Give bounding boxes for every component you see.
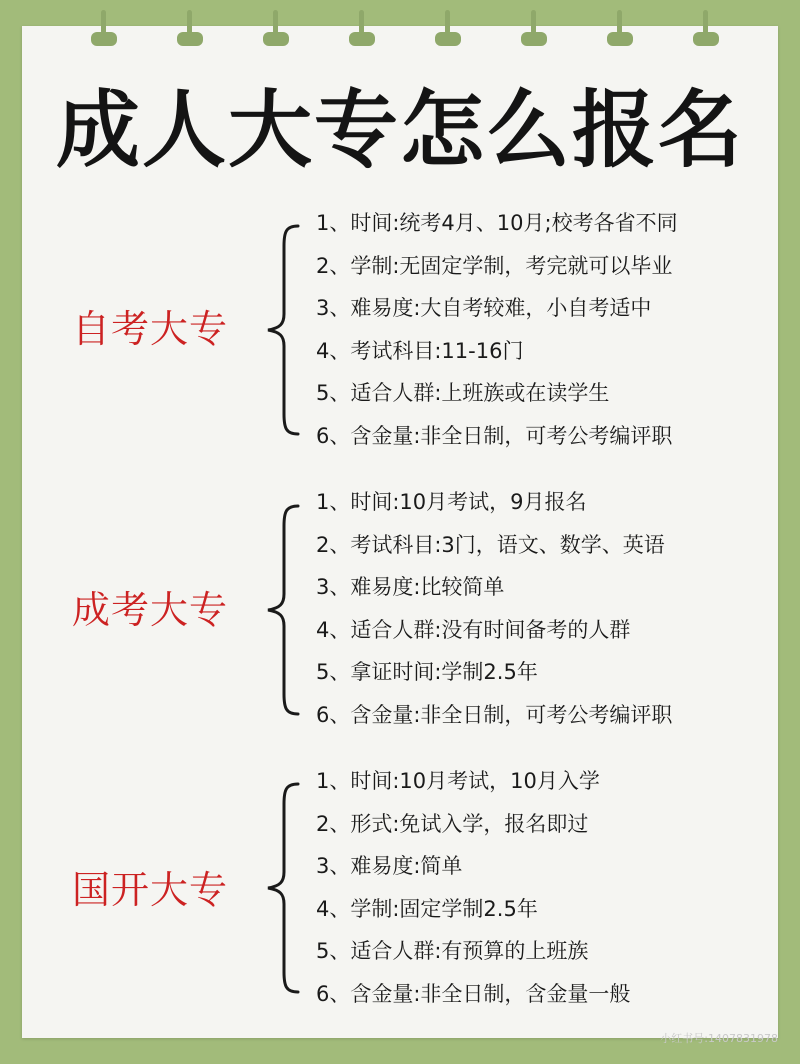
binder-ring [176,10,204,46]
section-label-self-study: 自考大专 [72,307,229,351]
binder-ring [692,10,720,46]
section-list-adult-exam [316,481,672,736]
list-item: 4、考试科目:11-16门 [316,338,524,363]
page-title: 成人大专怎么报名 [55,81,744,179]
list-item: 5、适合人群:上班族或在读学生 [316,381,610,405]
curly-brace-icon [262,780,302,996]
list-item: 6、含金量:非全日制，可考公考编评职 [316,702,673,727]
binder-ring [262,10,290,46]
watermark: 小红书号:1407831978 [660,1032,778,1045]
list-item: 4、适合人群:没有时间备考的人群 [316,617,631,642]
list-item: 1、时间:10月考试，9月报名 [316,490,587,514]
list-item: 2、学制:无固定学制，考完就可以毕业 [316,253,673,278]
binder-ring [434,10,462,46]
list-item: 4、学制:固定学制2.5年 [316,896,538,921]
section-label-open-university: 国开大专 [72,868,229,912]
list-item: 5、适合人群:有预算的上班族 [316,939,589,963]
list-item: 5、拿证时间:学制2.5年 [316,660,538,684]
list-item: 1、时间:10月考试，10月入学 [316,769,600,793]
binder-ring [90,10,118,46]
curly-brace-icon [262,502,302,718]
list-item: 6、含金量:非全日制，含金量一般 [316,981,631,1006]
list-item: 2、考试科目:3门，语文、数学、英语 [316,532,665,557]
binder-ring [520,10,548,46]
binder-ring [606,10,634,46]
list-item: 3、难易度:大自考较难，小自考适中 [316,296,652,320]
list-item: 3、难易度:简单 [316,854,463,878]
list-item: 1、时间:统考4月、10月;校考各省不同 [316,211,678,235]
list-item: 6、含金量:非全日制，可考公考编评职 [316,423,673,448]
section-list-open-university [316,760,630,1015]
binder-ring [348,10,376,46]
list-item: 2、形式:免试入学，报名即过 [316,811,589,836]
section-label-adult-exam: 成考大专 [72,588,229,632]
section-list-self-study [316,202,678,457]
list-item: 3、难易度:比较简单 [316,575,505,599]
curly-brace-icon [262,222,302,438]
